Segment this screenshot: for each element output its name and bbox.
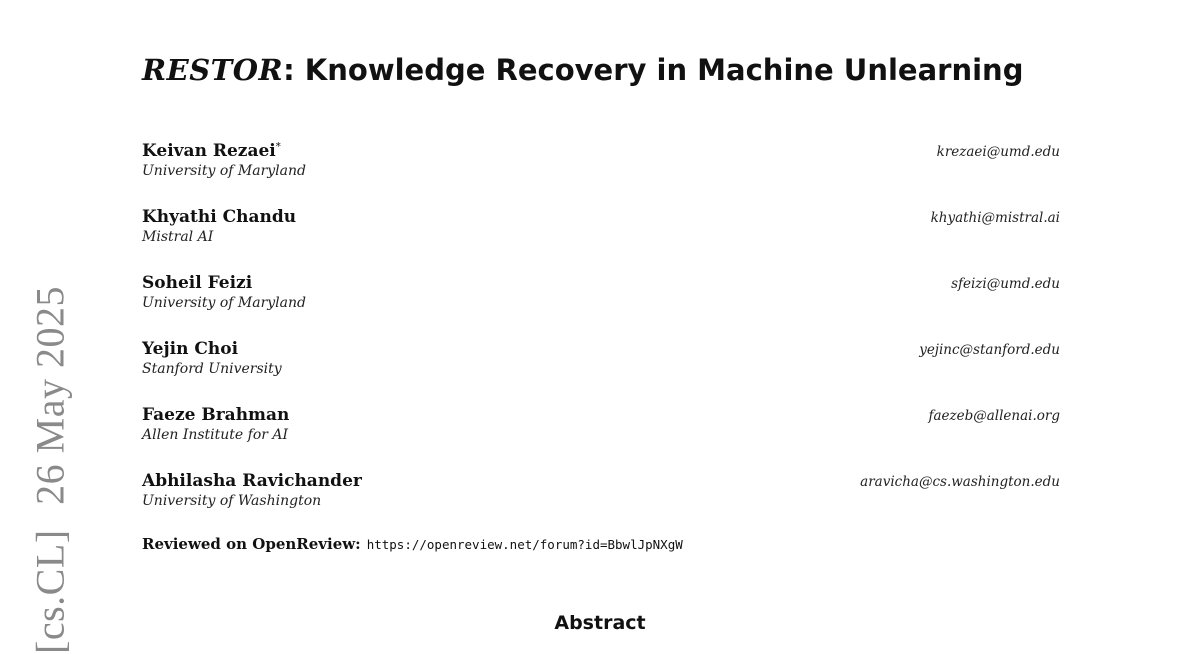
author-block — [142, 140, 1060, 184]
author-affiliation: Stanford University — [142, 361, 282, 377]
author-name: Faeze Brahman — [142, 405, 290, 425]
author-block — [142, 206, 1060, 250]
openreview-link[interactable]: https://openreview.net/forum?id=BbwlJpNXgW — [366, 537, 683, 552]
author-name: Keivan Rezaei* — [142, 141, 281, 161]
reviewed-on-openreview — [142, 535, 683, 554]
arxiv-category: [cs.CL] — [27, 529, 73, 654]
author-email: yejinc@stanford.edu — [919, 342, 1060, 358]
author-email: aravicha@cs.washington.edu — [860, 474, 1060, 490]
abstract-heading: Abstract — [554, 612, 646, 634]
author-affiliation: Mistral AI — [142, 229, 214, 245]
arxiv-date: 26 May 2025 — [27, 286, 73, 505]
arxiv-side-stamp — [27, 286, 74, 654]
author-affiliation: University of Maryland — [142, 163, 306, 179]
author-email: sfeizi@umd.edu — [951, 276, 1060, 292]
author-name: Soheil Feizi — [142, 273, 253, 293]
author-block — [142, 404, 1060, 448]
author-name: Yejin Choi — [142, 339, 239, 359]
title-text: : Knowledge Recovery in Machine Unlearning — [283, 53, 1024, 87]
author-affiliation: University of Maryland — [142, 295, 306, 311]
author-block — [142, 470, 1060, 514]
author-email: krezaei@umd.edu — [936, 144, 1060, 160]
title-logo-word: RESTOR — [142, 53, 284, 87]
reviewed-label: Reviewed on OpenReview: — [142, 535, 361, 553]
author-block — [142, 272, 1060, 316]
author-block — [142, 338, 1060, 382]
author-affiliation: University of Washington — [142, 493, 322, 509]
author-affiliation: Allen Institute for AI — [142, 427, 289, 443]
paper-title — [142, 50, 1082, 90]
author-name: Khyathi Chandu — [142, 207, 297, 227]
author-email: khyathi@mistral.ai — [930, 210, 1060, 226]
author-footnote-marker: * — [275, 141, 281, 153]
author-email: faezeb@allenai.org — [928, 408, 1060, 424]
author-name: Abhilasha Ravichander — [142, 471, 362, 491]
